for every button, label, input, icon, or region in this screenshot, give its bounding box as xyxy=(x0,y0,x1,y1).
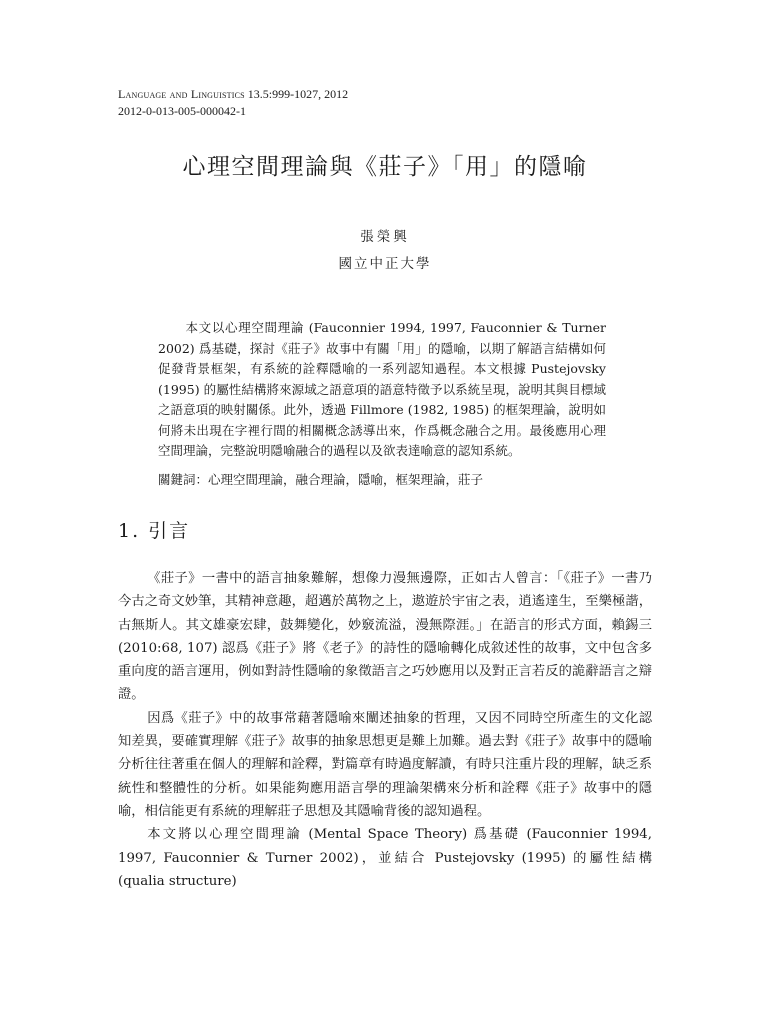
body-text xyxy=(118,567,652,893)
author-name: 張榮興 xyxy=(360,229,410,245)
journal-volume: 13.5:999-1027, 2012 xyxy=(244,87,349,101)
keywords: 關鍵詞：心理空間理論，融合理論，隱喻，框架理論，莊子 xyxy=(158,472,484,487)
paragraph: 因爲《莊子》中的故事常藉著隱喻來闡述抽象的哲理，又因不同時空所產生的文化認知差異，要確實理解《莊子》故事的抽象思想更是難上加難。過去對《莊子》故事中的隱喻分析往往著重在個人的理解和詮釋，對篇章有時過度解讀，有時只注重片段的理解，缺乏系統性和整體性的分析。如果能夠應用語言學的理論架構來分析和詮釋《莊子》故事中的隱喻，相信能更有系統的理解莊子思想及其隱喻背後的認知過程。 xyxy=(118,710,652,819)
abstract: 本文以心理空間理論 (Fauconnier 1994, 1997, Fauconnier & Turner 2002) 爲基礎，探討《莊子》故事中有關「用」的隱喻，以期了解語言結構如何促發背景框架，有系統的詮釋隱喻的一系列認知過程。本文根據 Pustejovsky (1995) 的屬性結構將來源域之語意項的語意特徵予以系統呈現，說明其與目標域之語意項的映射關係。此外，透過 Fillmore (1982, 1985) 的框架理論，說明如何將未出現在字裡行間的相關概念誘導出來，作爲概念融合之用。最後應用心理空間理論，完整說明隱喻融合的過程以及欲表達喻意的認知系統。 xyxy=(158,320,606,458)
paragraph: 《莊子》一書中的語言抽象難解，想像力漫無邊際，正如古人曾言：「《莊子》一書乃今古之奇文妙筆，其精神意趣，超邁於萬物之上，遨遊於宇宙之表，逍遙達生，至樂極諧，古無斯人。其文雄豪宏肆，鼓舞變化，妙竅流溢，漫無際涯。」在語言的形式方面，賴錫三 (2010:68, 107) 認爲《莊子》將《老子》的詩性的隱喻轉化成敘述性的故事，文中包含多重向度的語言運用，例如對詩性隱喻的象徵語言之巧妙應用以及對正言若反的詭辭語言之辯證。 xyxy=(118,571,652,703)
section-heading: 1. 引言 xyxy=(118,520,191,542)
author-affiliation: 國立中正大學 xyxy=(338,256,432,272)
paragraph: 本文將以心理空間理論 (Mental Space Theory) 爲基礎 (Fauconnier 1994, 1997, Fauconnier & Turner 2002)，並結合 Pustejovsky (1995) 的屬性結構 (qualia structure) xyxy=(118,827,652,889)
article-doi: 2012-0-013-005-000042-1 xyxy=(118,104,246,118)
journal-citation-line xyxy=(118,86,348,103)
journal-name: Language and Linguistics xyxy=(118,87,245,101)
paper-title: 心理空間理論與《莊子》「用」的隱喻 xyxy=(182,154,588,180)
journal-header xyxy=(118,86,348,120)
